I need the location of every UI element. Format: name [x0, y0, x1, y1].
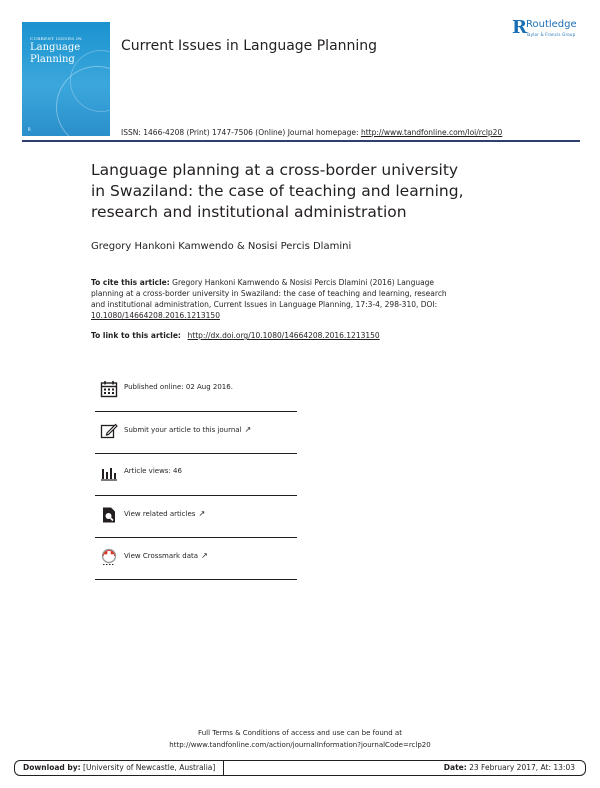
bar-divider: [223, 760, 224, 776]
routledge-r-icon: R: [512, 17, 527, 38]
downloaded-by: Download by: [University of Newcastle, Australia]: [23, 763, 216, 772]
routledge-logo: [512, 18, 590, 42]
article-title-line: Language planning at a cross-border university: [91, 161, 459, 179]
article-actions-panel: [95, 370, 297, 580]
article-title-line: in Swaziland: the case of teaching and learning,: [91, 182, 464, 200]
published-date: Published online: 02 Aug 2016.: [124, 383, 233, 391]
publisher-name: Routledge: [526, 19, 577, 30]
edit-pencil-icon: [100, 422, 118, 440]
header-divider: [22, 140, 580, 142]
link-to-article: [91, 331, 380, 340]
bar-chart-icon: [100, 464, 118, 482]
terms-url-link[interactable]: http://www.tandfonline.com/action/journalInformation?journalCode=rclp20: [169, 741, 431, 749]
download-info-bar: [14, 760, 586, 776]
submit-article-link[interactable]: Submit your article to this journal: [124, 426, 242, 434]
citation-block: To cite this article: Gregory Hankoni Kamwendo & Nosisi Percis Dlamini (2016) Language planning at a cross-border university in Swaziland: the case of teaching and learning, research and institutional administration, Current Issues in Language Planning, 17:3-4, 298-310, DOI: 10.1080/14664208.2016.1213150: [91, 278, 447, 320]
submit-article-row[interactable]: [95, 412, 297, 454]
cite-label: To cite this article:: [91, 278, 170, 287]
search-document-icon: [100, 506, 118, 524]
article-title-line: research and institutional administration: [91, 203, 407, 221]
journal-cover-image: [22, 22, 110, 136]
external-link-icon: ↗: [201, 551, 208, 560]
related-articles-link[interactable]: View related articles: [124, 510, 196, 518]
article-authors: Gregory Hankoni Kamwendo & Nosisi Percis Dlamini: [91, 241, 352, 252]
publisher-tagline: Taylor & Francis Group: [526, 32, 576, 37]
calendar-icon: [100, 380, 118, 398]
cover-publisher-mark: R: [28, 127, 31, 132]
crossmark-row[interactable]: [95, 538, 297, 580]
published-online-row: [95, 370, 297, 412]
terms-notice: Full Terms & Conditions of access and use can be found at http://www.tandfonline.com/action/journalInformation?journalCode=rclp20: [0, 727, 600, 751]
article-views-row: [95, 454, 297, 496]
download-date: Date: 23 February 2017, At: 13:03: [443, 763, 575, 772]
link-label: To link to this article:: [91, 331, 184, 340]
article-title: [91, 160, 511, 223]
journal-title: Current Issues in Language Planning: [121, 38, 378, 54]
doi-link[interactable]: 10.1080/14664208.2016.1213150: [91, 311, 220, 320]
journal-homepage-link[interactable]: http://www.tandfonline.com/loi/rclp20: [360, 128, 503, 137]
cover-title: CURRENT ISSUES IN Language Planning: [30, 36, 82, 65]
article-doi-url-link[interactable]: http://dx.doi.org/10.1080/14664208.2016.1213150: [187, 331, 380, 340]
external-link-icon: ↗: [198, 509, 206, 518]
related-articles-row[interactable]: [95, 496, 297, 538]
crossmark-icon: [100, 548, 118, 566]
issn-line: ISSN: 1466-4208 (Print) 1747-7506 (Online) Journal homepage: http://www.tandfonline.com/loi/rclp20: [121, 128, 503, 137]
crossmark-link[interactable]: View Crossmark data: [124, 552, 199, 560]
external-link-icon: ↗: [244, 425, 252, 434]
article-views-count: Article views: 46: [124, 467, 182, 475]
